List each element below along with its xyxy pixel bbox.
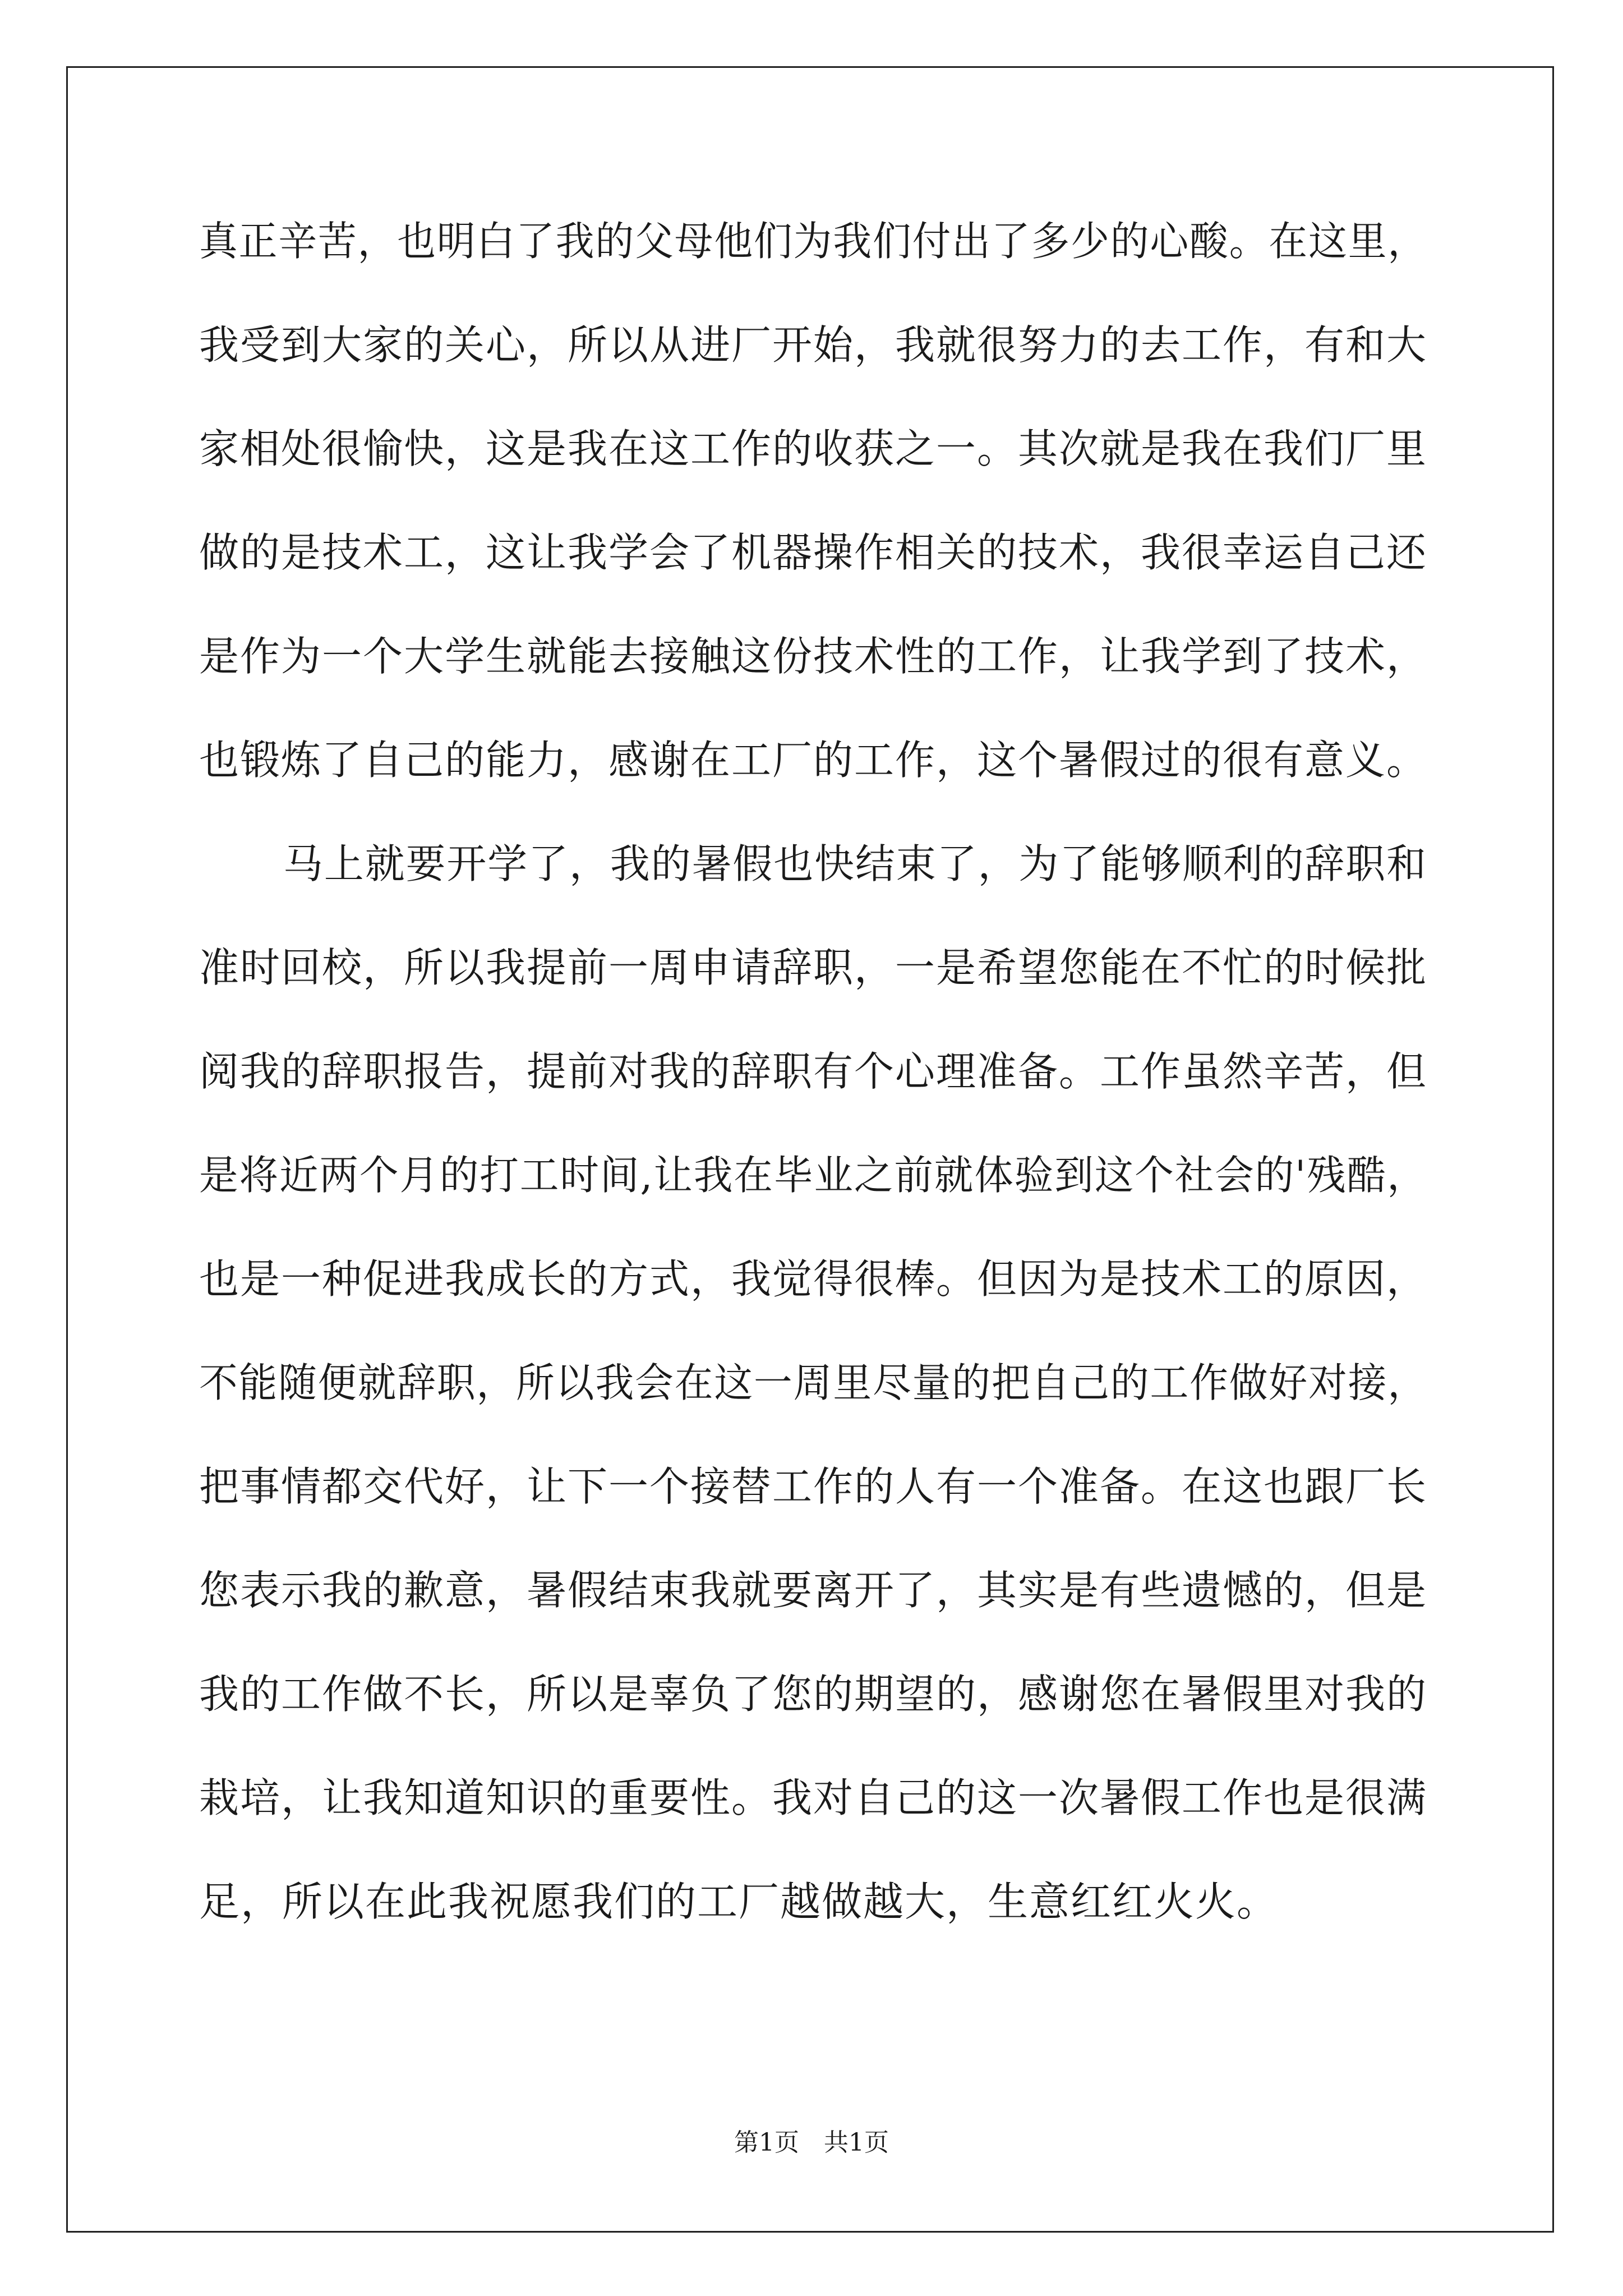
page-footer: 第1页 共1页 [734, 2128, 889, 2157]
paragraph-line: 也是一种促进我成长的方式，我觉得很棒。但因为是技术工的原因， [199, 1255, 1428, 1303]
paragraph-line: 也锻炼了自己的能力，感谢在工厂的工作，这个暑假过的很有意义。 [199, 737, 1428, 784]
paragraph-line: 做的是技术工，这让我学会了机器操作相关的技术，我很幸运自己还 [199, 529, 1428, 576]
paragraph-line: 是将近两个月的打工时间,让我在毕业之前就体验到这个社会的'残酷， [199, 1152, 1427, 1199]
paragraph-line: 是作为一个大学生就能去接触这份技术性的工作，让我学到了技术， [199, 633, 1428, 680]
paragraph-line: 足，所以在此我祝愿我们的工厂越做越大，生意红红火火。 [199, 1878, 1279, 1925]
paragraph-line: 阅我的辞职报告，提前对我的辞职有个心理准备。工作虽然辛苦，但 [199, 1048, 1428, 1095]
paragraph-line: 您表示我的歉意，暑假结束我就要离开了，其实是有些遗憾的，但是 [199, 1567, 1428, 1614]
paragraph-line: 马上就要开学了，我的暑假也快结束了，为了能够顺利的辞职和 [283, 840, 1428, 887]
paragraph-line: 家相处很愉快，这是我在这工作的收获之一。其次就是我在我们厂里 [199, 425, 1428, 472]
paragraph-line: 把事情都交代好，让下一个接替工作的人有一个准备。在这也跟厂长 [199, 1463, 1428, 1510]
paragraph-line: 我受到大家的关心，所以从进厂开始，我就很努力的去工作，有和大 [199, 321, 1428, 369]
paragraph-line: 栽培，让我知道知识的重要性。我对自己的这一次暑假工作也是很满 [199, 1774, 1428, 1821]
paragraph-line: 准时回校，所以我提前一周申请辞职，一是希望您能在不忙的时候批 [199, 944, 1428, 991]
paragraph-line: 真正辛苦，也明白了我的父母他们为我们付出了多少的心酸。在这里， [199, 218, 1428, 265]
paragraph-line: 我的工作做不长，所以是辜负了您的期望的，感谢您在暑假里对我的 [199, 1671, 1428, 1718]
paragraph-line: 不能随便就辞职，所以我会在这一周里尽量的把自己的工作做好对接， [199, 1359, 1428, 1406]
